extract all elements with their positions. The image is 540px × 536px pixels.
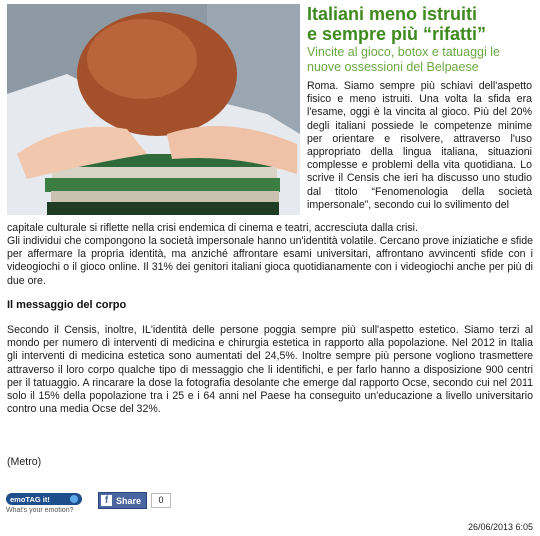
emotag-caption: What's your emotion? [6, 507, 74, 514]
facebook-share-label: Share [116, 495, 142, 506]
student-with-books-illustration [7, 4, 300, 215]
article-photo [7, 4, 300, 215]
facebook-share-count: 0 [151, 493, 171, 508]
article-source: (Metro) [7, 456, 42, 468]
body-paragraph-identity: Gli individui che compongono la società impersonale hanno un'identità volatile. Cercano prove iniziatiche e sfide per affermare la propria identità, ma anziché affrontare esami universitari, affrontano avvincenti sfide con i videogiochi o il gioco online. Il 31% dei genitori italiani gioca quotidianamente con i videogiochi anche per più di due ore. [7, 235, 533, 287]
body-paragraph-body-message: Secondo il Censis, inoltre, IL'identità delle persone poggia sempre più sull'aspetto estetico. Siamo terzi al mondo per numero di interventi di medicina e chirurgia estetica in rapporto alla popolazione. Nel 2012 in Italia gli interventi di medicina estetica sono aumentati del 24,5%. Inoltre sempre più persone vogliono trasmettere attraverso il loro corpo qualche tipo di messaggio che li identifichi, e per farlo hanno a disposizione 900 centri per il tatuaggio. A rincarare la dose la fotografia desolante che emerge dal rapporto Ocse, secondo cui nel 2011 solo il 15% della popolazione tra i 25 e i 64 anni nel Paese ha conseguito un'educazione a livello universitario contro una media Ocse del 32%. [7, 324, 533, 416]
facebook-icon: f [101, 495, 112, 506]
publish-timestamp: 26/06/2013 6:05 [467, 522, 533, 532]
section-title: Il messaggio del corpo [7, 299, 127, 311]
headline-line-1: Italiani meno istruiti [307, 4, 478, 24]
emotag-button[interactable] [6, 493, 82, 505]
headline-line-2: e sempre più “rifatti” [307, 24, 487, 44]
facebook-share [98, 492, 171, 509]
article-headline [307, 4, 535, 44]
emotag-label: emoTAG it! [10, 494, 50, 504]
facebook-share-button[interactable] [98, 492, 147, 509]
lead-paragraph-continuation: capitale culturale si riflette nella crisi endemica di cinema e teatri, accresciuta dalla crisi. [7, 222, 418, 234]
lead-paragraph-right-column: Roma. Siamo sempre più schiavi dell'aspetto fisico e meno istruiti. Una volta la sfida era l'esame, oggi è la vincita al gioco. Più del 20% degli italiani possiede le competenze minime per orientare e risolvere, attraverso l'uso appropriato della lingua italiana, situazioni complesse e problemi della vita quotidiana. Lo scrive il Censis che ieri ha discusso uno studio dal titolo “Fenomenologia della società impersonale”, secondo cui lo svilimento del [307, 80, 532, 211]
emotag-widget [6, 493, 82, 514]
article-subtitle: Vincite al gioco, botox e tatuaggi le nuove ossessioni del Belpaese [307, 45, 500, 74]
emotag-smiley-icon [70, 495, 78, 503]
